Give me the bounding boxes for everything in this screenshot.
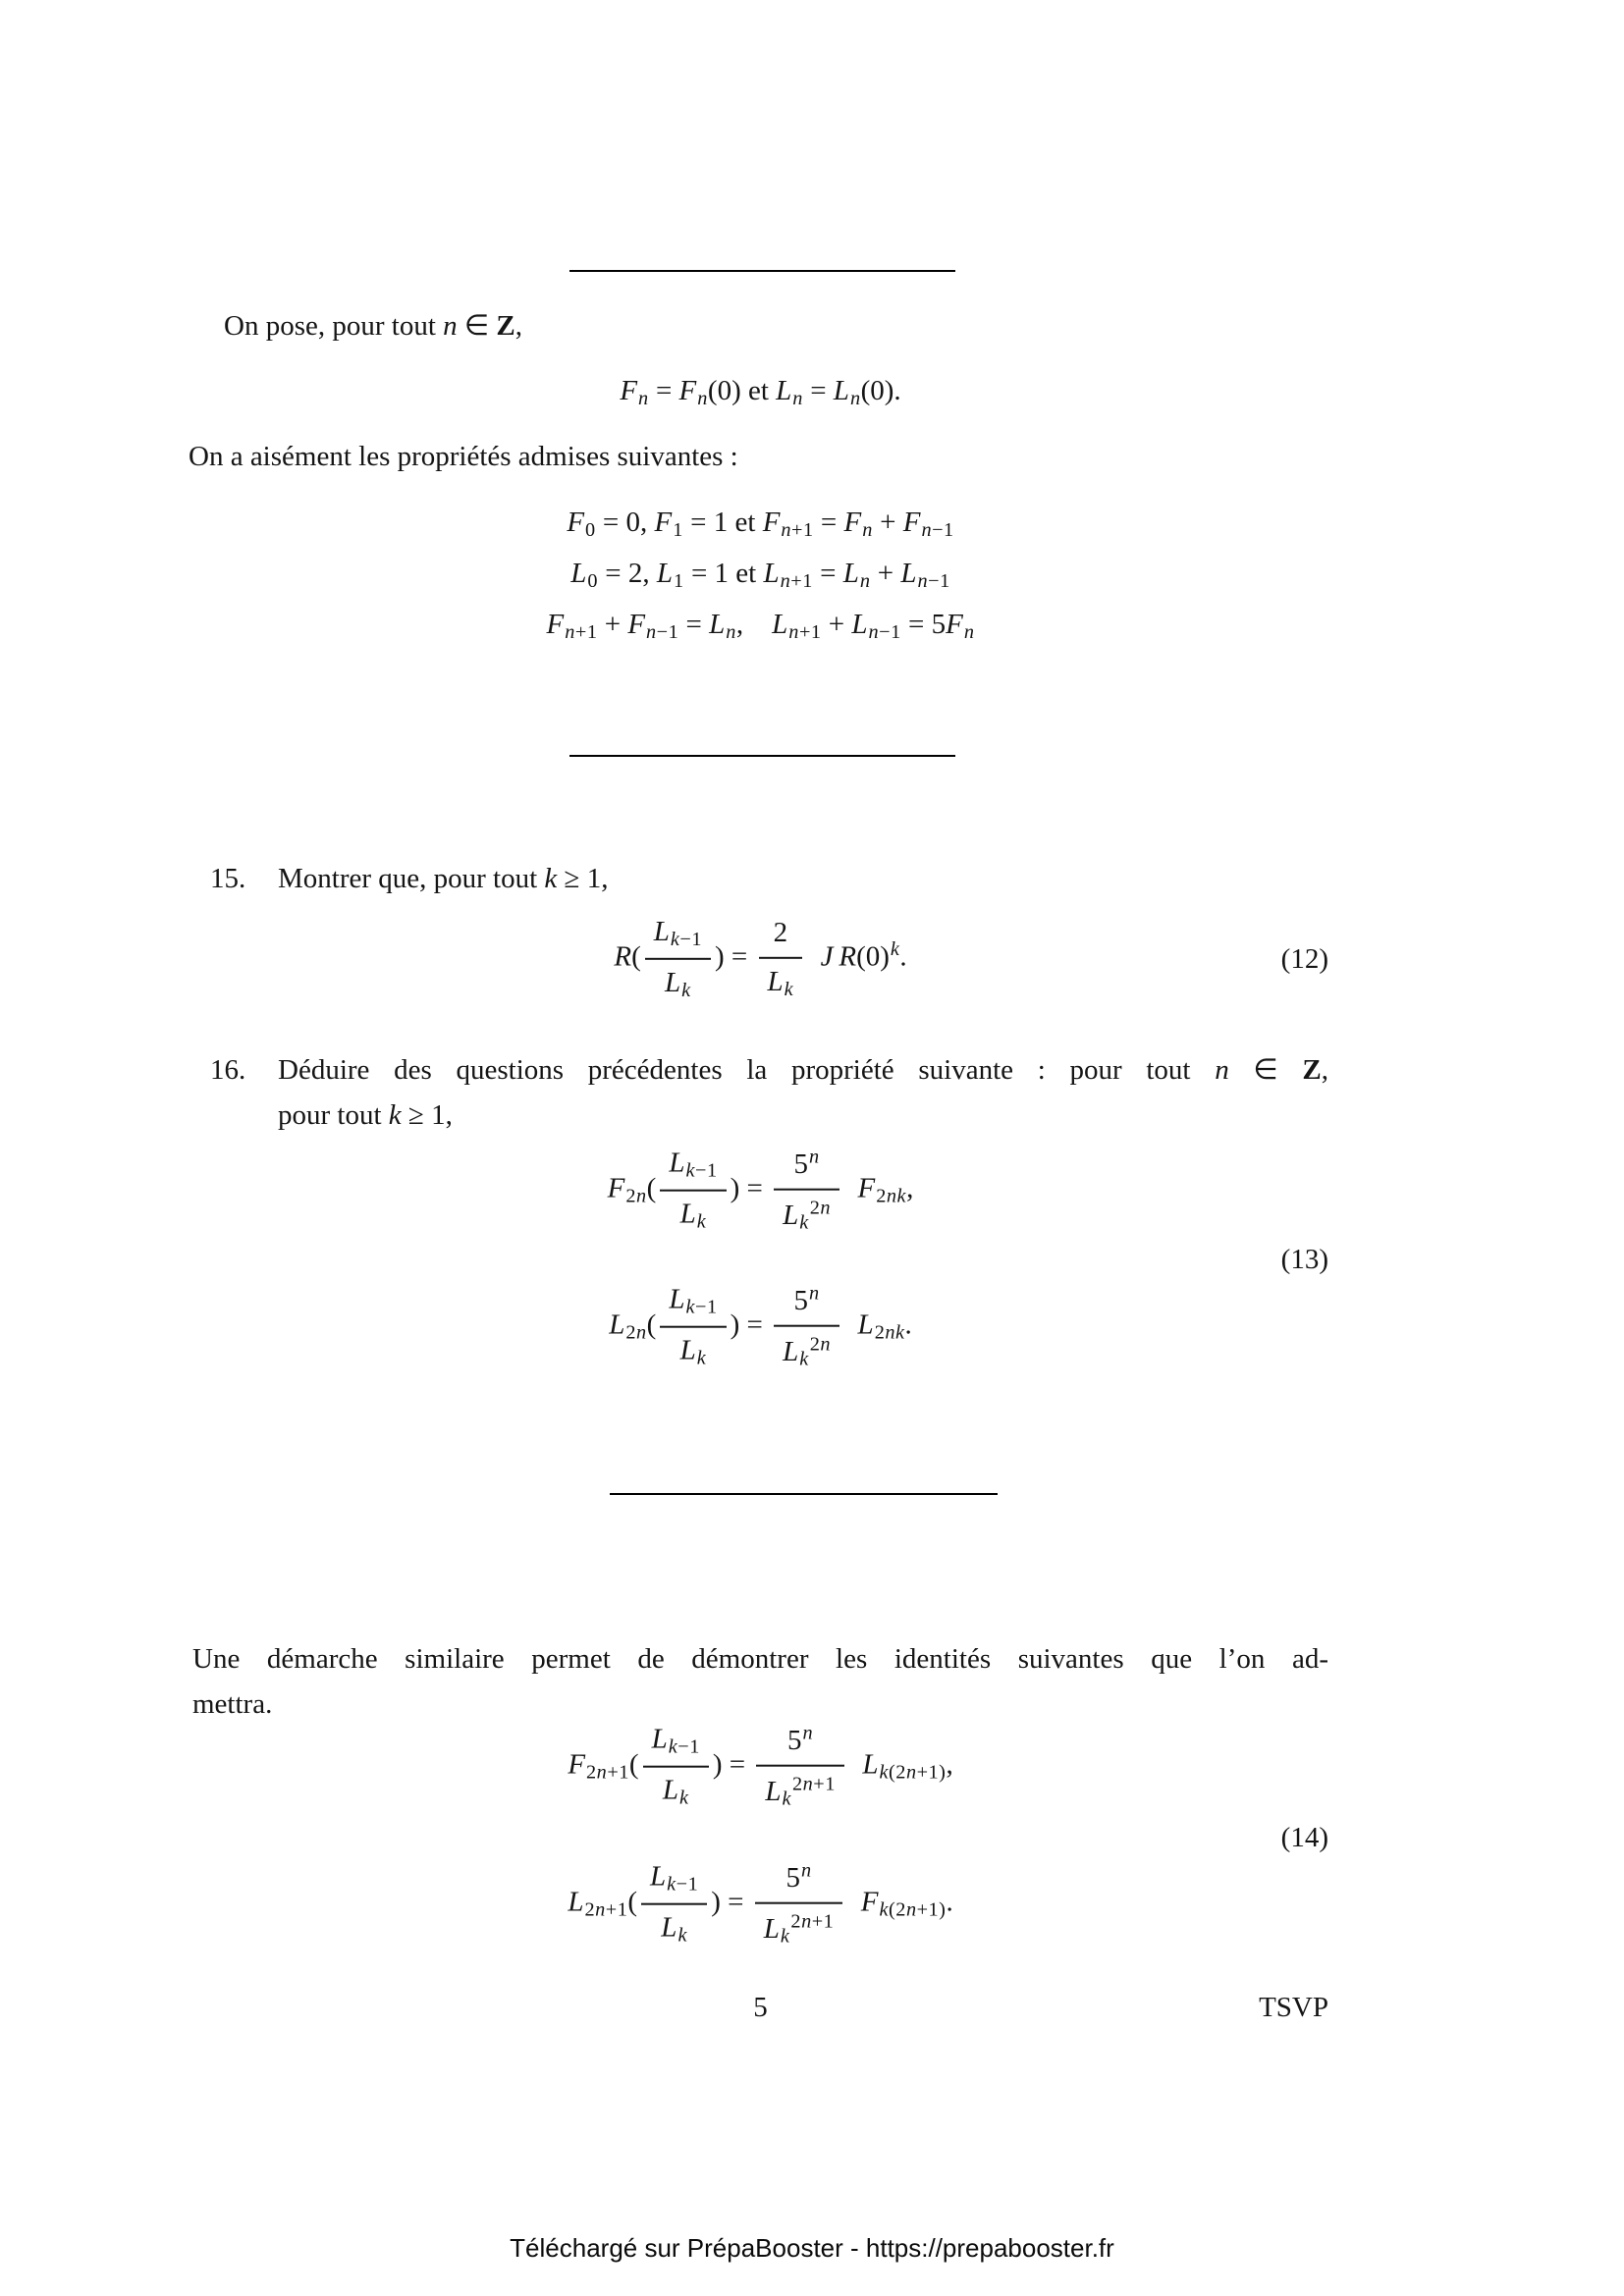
equation-14-lucas: L2n+1( $\frac{Lk-1}{Lk}$ ) = $\frac{5^n}{Lk^{2n+1}}$ Fk(2n+1). (568, 1859, 953, 1948)
download-footer: Téléchargé sur PrépaBooster - https://prepabooster.fr (510, 2233, 1114, 2263)
section-divider-bottom (610, 1493, 998, 1495)
equation-13-lucas: L2n( $\frac{Lk-1}{Lk}$ ) = $\frac{5^n}{Lk^{2n}}$ L2nk. (609, 1282, 912, 1370)
intro-paragraph: On pose, pour tout n ∈ Z, (224, 310, 522, 342)
page-number: 5 (753, 1992, 768, 2023)
property-equation-lucas: L0 = 2, L1 = 1 et Ln+1 = Ln + Ln−1 (570, 558, 950, 592)
admitted-paragraph-line1: Une démarche similaire permet de démontrer les identités suivantes que l’on ad- (192, 1643, 1328, 1675)
question-15-statement: Montrer que, pour tout k ≥ 1, (278, 863, 609, 894)
question-16-label: 16. (210, 1054, 246, 1086)
question-15-label: 15. (210, 863, 246, 894)
question-16-statement-line1: Déduire des questions précédentes la propriété suivante : pour tout n ∈ Z, (278, 1054, 1329, 1086)
section-divider-middle (569, 755, 955, 757)
properties-intro-paragraph: On a aisément les propriétés admises suivantes : (189, 441, 738, 472)
tsvp-label: TSVP (1259, 1992, 1328, 2023)
equation-13-fibonacci: F2n( $\frac{Lk-1}{Lk}$ ) = $\frac{5^n}{Lk^{2n}}$ F2nk, (607, 1146, 914, 1234)
question-16-statement-line2: pour tout k ≥ 1, (278, 1099, 453, 1131)
section-divider-top (569, 270, 955, 272)
property-equation-fibonacci: F0 = 0, F1 = 1 et Fn+1 = Fn + Fn−1 (567, 507, 954, 541)
equation-14-fibonacci: F2n+1( $\frac{Lk-1}{Lk}$ ) = $\frac{5^n}{Lk^{2n+1}}$ Lk(2n+1), (568, 1722, 953, 1810)
admitted-paragraph-line2: mettra. (192, 1688, 273, 1720)
definition-equation: Fn = Fn(0) et Ln = Ln(0). (620, 375, 901, 409)
equation-13-number: (13) (1280, 1244, 1328, 1275)
equation-12-number: (12) (1280, 943, 1328, 975)
equation-12: R( $\frac{Lk-1}{Lk}$ ) = $\frac{2}{Lk}$ J $R(0)^k$. (614, 915, 907, 1001)
property-equation-mixed: Fn+1 + Fn−1 = Ln, Ln+1 + Ln−1 = 5Fn (546, 609, 975, 643)
equation-14-number: (14) (1280, 1822, 1328, 1853)
